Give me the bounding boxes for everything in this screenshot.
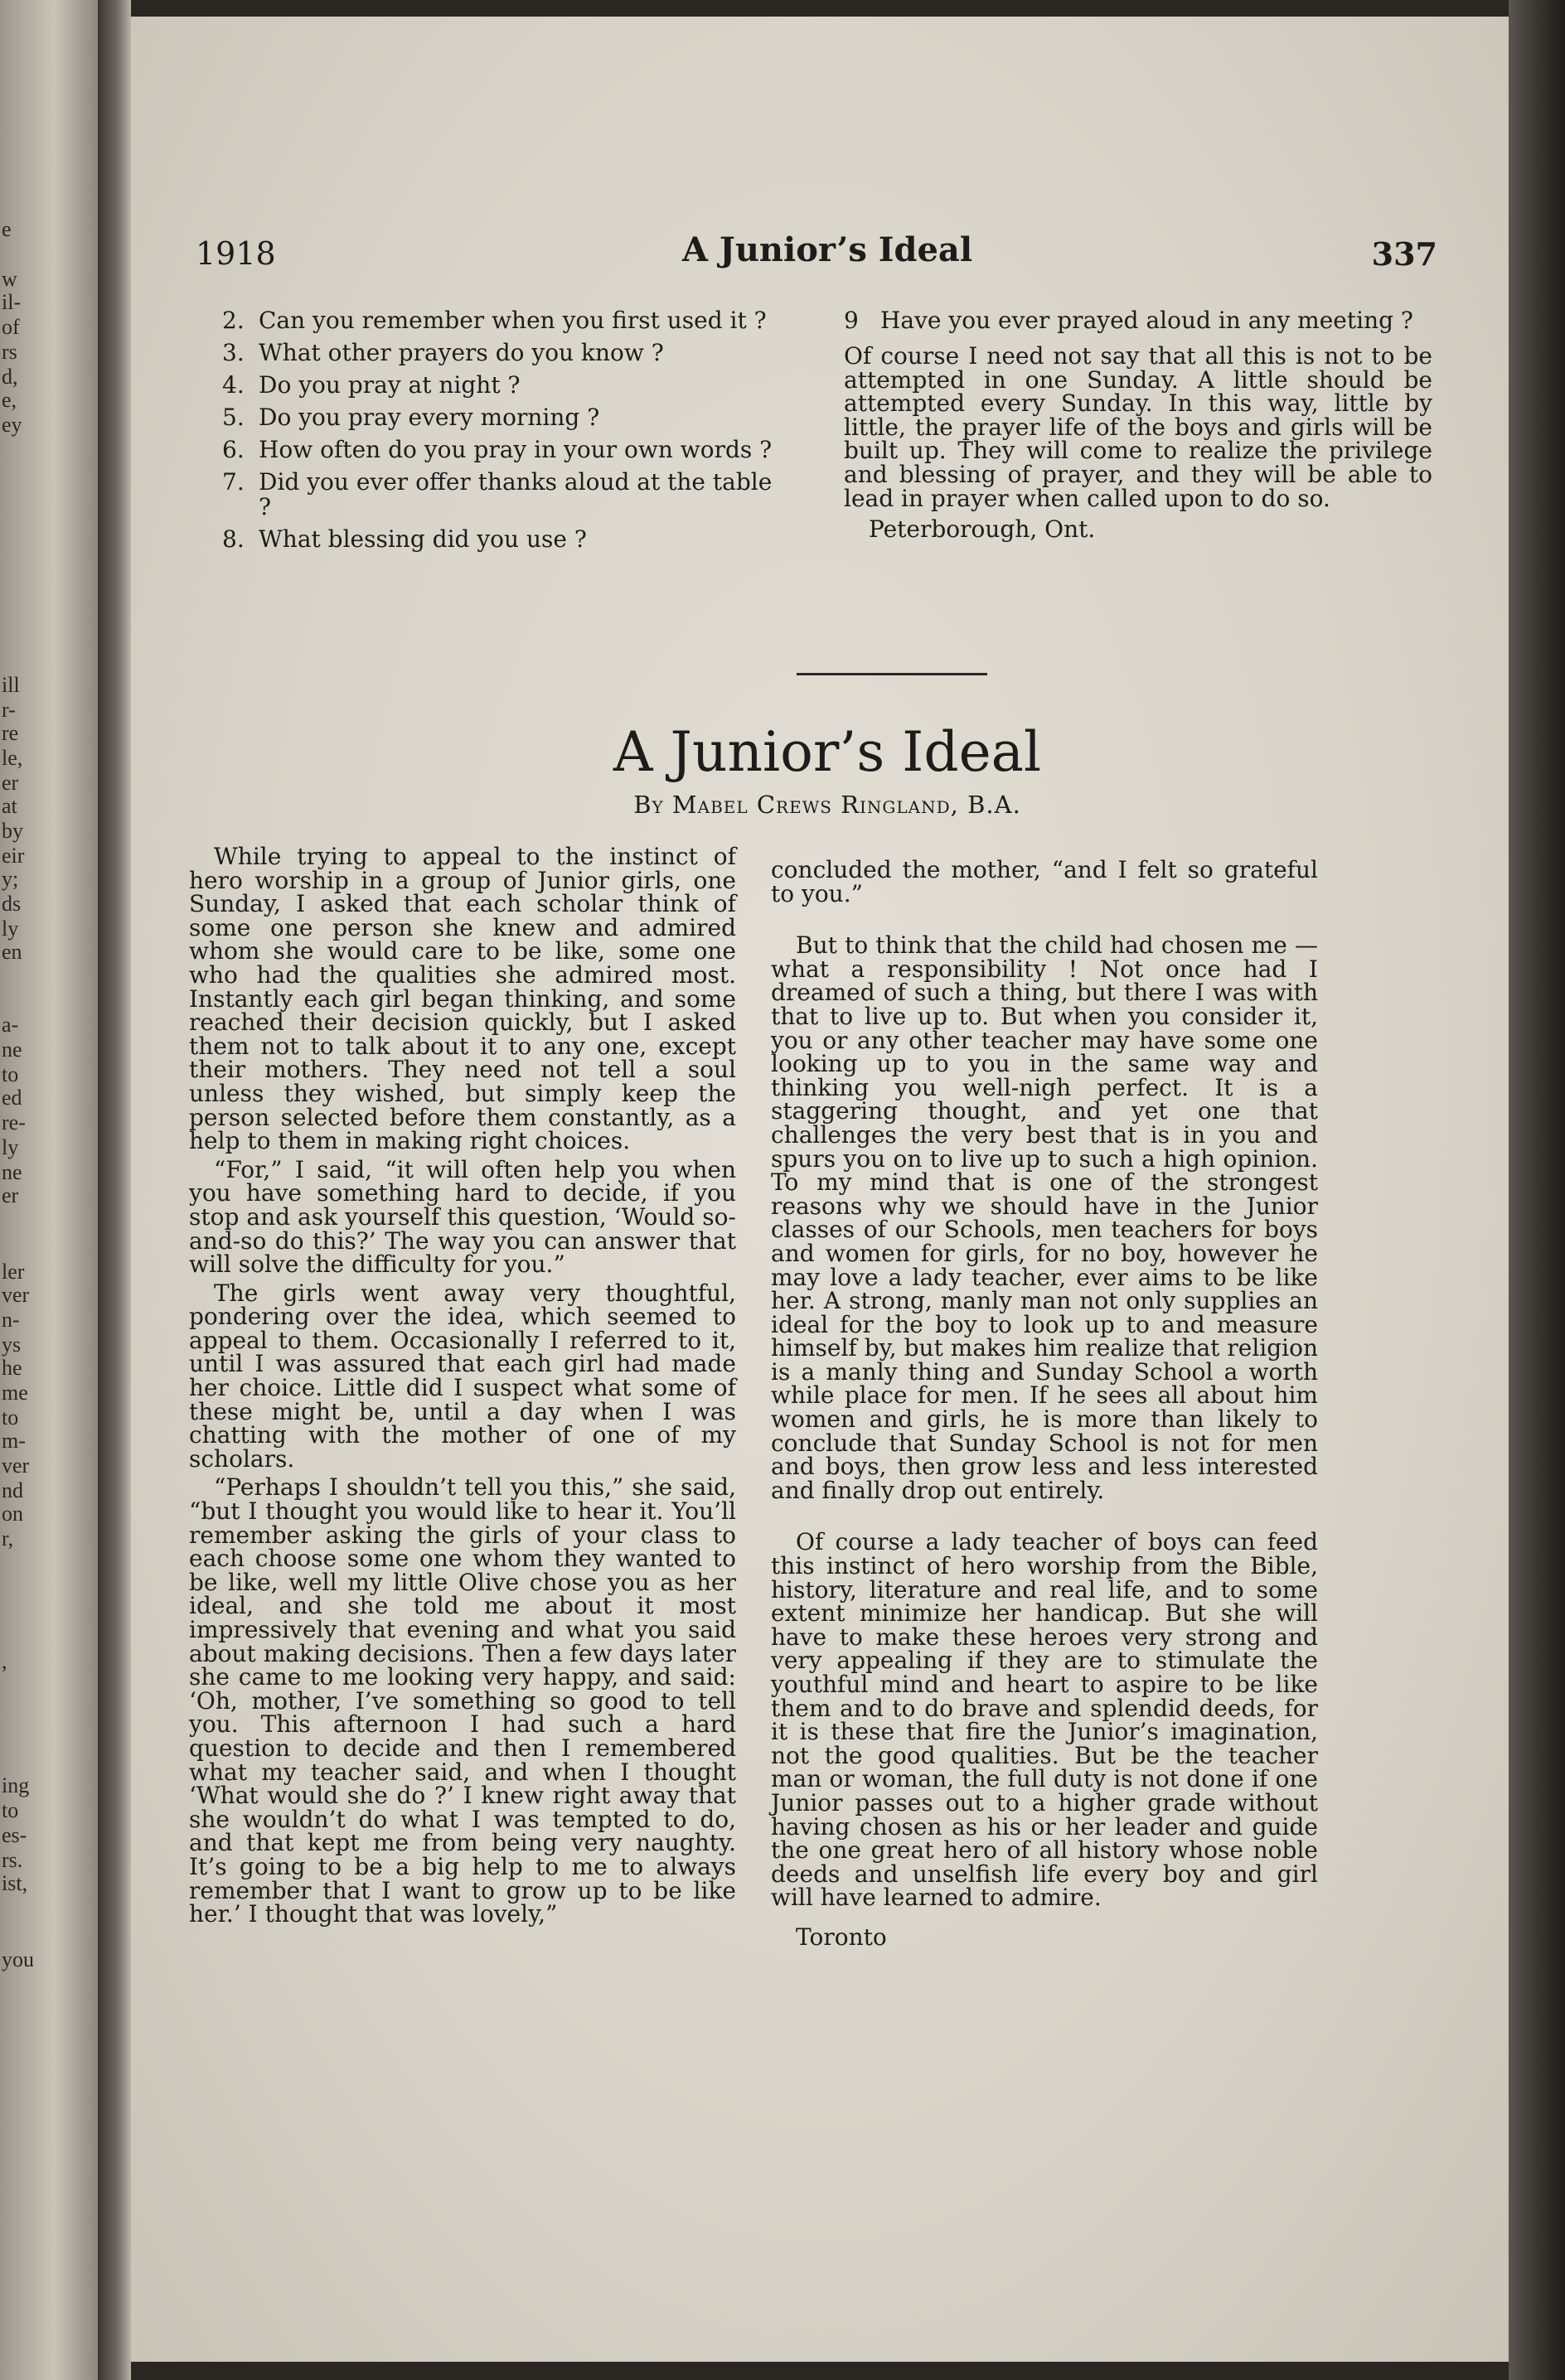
previous-page-fragment: a- [2,1013,19,1037]
section-divider [797,673,987,675]
question-item [222,341,786,365]
previous-page-fragment: ds [2,892,22,916]
question-text: What other prayers do you know ? [259,339,664,366]
previous-page-fragment: ver [2,1283,30,1307]
previous-page-fragment: ys [2,1333,22,1357]
previous-page-fragment: er [2,771,19,795]
article-signature: Toronto [796,1923,887,1951]
question-item [222,308,786,333]
previous-page-fragment: ed [2,1086,22,1110]
previous-page-fragment: er [2,1183,19,1207]
question-number: 6. [222,436,245,463]
article-paragraph: The girls went away very thoughtful, pondering over the idea, which seemed to appeal to them. Occasionally I referred to it, until I was assured that each girl had made her choice. Little did I suspect what some of these might be, until a day when I was chatting with the mother of one of my scholars. [189,1279,736,1473]
book-page [131,17,1509,2362]
question-text: Do you pray every morning ? [259,404,600,431]
previous-page-fragment: to [2,1405,19,1429]
previous-page-fragment: es- [2,1823,27,1847]
previous-page-fragment: y; [2,867,19,891]
previous-page-fragment: m- [2,1429,26,1453]
previous-page-edge [0,0,98,2380]
question-text: Did you ever offer thanks aloud at the table ? [259,468,773,520]
question-number: 7. [222,468,245,496]
running-head-year: 1918 [196,235,276,272]
previous-article-closing: Of course I need not say that all this is not to be attempted in one Sunday. A little should be attempted every Sunday. In this way, little by little, the prayer life of the boys and girls will be built up. They will come to realize the privilege and blessing of prayer, and they will be able to lead in prayer when called upon to do so. [844,342,1432,512]
article-paragraph: “For,” I said, “it will often help you when you have something hard to decide, if you stop and ask yourself this question, ‘Would so-and-so do this?’ The way you can answer that will solve the difficulty for you.” [189,1155,736,1279]
question-text: Can you remember when you first used it ? [259,307,767,334]
question-text: How often do you pray in your own words ? [259,436,773,463]
question-text: Do you pray at night ? [259,371,521,399]
page-number: 337 [1371,235,1437,273]
article-paragraph: Of course a lady teacher of boys can feed this instinct of hero worship from the Bible, history, literature and real life, and to some extent minimize her handicap. But she will have to make these heroes very strong and very appealing if they are to stimulate the youthful mind and heart to aspire to be like them and to do brave and splendid deeds, for it is these that fire the Junior’s imagination, not the good qualities. But be the teacher man or woman, the full duty is not done if one Junior passes out to a higher grade without having chosen as his or her leader and guide the one great hero of all history whose noble deeds and unselfish life every boy and girl will have learned to admire. [771,1528,1318,1912]
previous-page-fragment: by [2,819,23,843]
running-head [189,225,1466,275]
question-list [222,308,786,552]
previous-page-fragment: ver [2,1454,30,1478]
byline-text: By Mabel Crews Ringland, B.A. [633,791,1021,819]
question-number: 2. [222,307,245,334]
previous-page-fragment: , [2,1649,7,1673]
article-column-left [189,845,736,1927]
previous-page-fragment: r, [2,1526,14,1550]
previous-page-fragment: on [2,1502,23,1526]
previous-page-fragment: to [2,1798,19,1822]
article-paragraph: concluded the mother, “and I felt so grateful to you.” [771,856,1318,907]
article-byline [189,791,1466,819]
question-item [844,308,1432,333]
previous-page-fragment: ey [2,413,22,437]
book-gutter [98,0,131,2380]
previous-page-fragment: ly [2,1135,19,1159]
article-column-right [771,856,1318,1951]
previous-page-fragment: d, [2,365,18,389]
question-item [222,527,786,552]
question-list-continued [844,308,1432,333]
question-item [222,405,786,430]
previous-page-fragment: ist, [2,1871,28,1895]
previous-article-signature: Peterborough, Ont. [869,515,1096,544]
previous-page-fragment: il- [2,290,22,314]
previous-page-fragment: ne [2,1038,22,1062]
running-head-title: A Junior’s Ideal [681,230,973,269]
question-number: 5. [222,404,245,431]
previous-page-fragment: of [2,315,20,339]
previous-page-fragment: to [2,1062,19,1086]
previous-page-fragment: ly [2,917,19,941]
article-paragraph: “Perhaps I shouldn’t tell you this,” she said, “but I thought you would like to hear it. You’ll remember asking the girls of your class to each choose some one whom they wanted to be like, well my little Olive chose you as her ideal, and she told me about it most impressively that evening and what you said about making decisions. Then a few days later she came to me looking very happy, and said: ‘Oh, mother, I’ve something so good to tell you. This afternoon I had such a hard question to decide and then I remembered what my teacher said, and when I thought ‘What would she do ?’ I knew right away that she wouldn’t do what I was tempted to do, and that kept me from being very naughty. It’s going to be a big help to me to always remember that I want to grow up to be like her.’ I thought that was lovely,” [189,1473,736,1928]
previous-article-questions-left [222,308,786,559]
question-item [222,373,786,398]
article-paragraph: But to think that the child had chosen me —what a responsibility ! Not once had I dreamed of such a thing, but there I was with that to live up to. But when you consider it, you or any other teacher may have some one looking up to you in the same way and thinking you well-nigh perfect. It is a staggering thought, and yet one that challenges the very best that is in you and spurs you on to live up to such a high opinion. To my mind that is one of the strongest reasons why we should have in the Junior classes of our Schools, men teachers for boys and women for girls, for no boy, however he may love a lady teacher, ever aims to be like her. A strong, manly man not only supplies an ideal for the boy to look up to and measure himself by, but makes him realize that religion is a manly thing and Sunday School a worth while place for men. If he sees all about him women and girls, he is more than likely to conclude that Sunday School is not for men and boys, then grow less and less interested and finally drop out entirely. [771,931,1318,1504]
previous-page-fragment: ing [2,1773,30,1797]
previous-page-fragment: ler [2,1260,25,1284]
previous-page-fragment: w [2,267,17,291]
previous-page-fragment: re- [2,1110,26,1134]
previous-page-fragment: rs [2,340,17,364]
question-number: 3. [222,339,245,366]
previous-page-fragment: e, [2,388,17,412]
question-item [222,470,786,520]
previous-page-fragment: eir [2,844,25,868]
previous-page-fragment: at [2,794,17,818]
previous-page-fragment: nd [2,1478,23,1502]
previous-page-fragment: ne [2,1160,22,1184]
previous-page-fragment: re [2,721,19,745]
previous-article-right [844,308,1432,542]
previous-page-fragment: en [2,940,22,964]
question-text: What blessing did you use ? [259,525,587,553]
question-number: 8. [222,525,245,553]
previous-page-fragment: n- [2,1308,20,1332]
previous-page-fragment: le, [2,746,23,770]
question-number: 4. [222,371,245,399]
page-edge-right [1509,0,1565,2380]
previous-page-fragment: ill [2,673,20,697]
question-number: 9 [844,307,859,334]
article-title: A Junior’s Ideal [613,720,1042,784]
previous-page-fragment: you [2,1947,34,1971]
previous-page-fragment: rs. [2,1848,23,1872]
previous-page-fragment: me [2,1381,28,1405]
previous-page-fragment: r- [2,698,16,722]
question-text: Have you ever prayed aloud in any meeting ? [880,307,1413,334]
question-item [222,438,786,462]
previous-page-fragment: he [2,1356,22,1380]
previous-page-fragment: e [2,217,12,241]
article-paragraph: While trying to appeal to the instinct of hero worship in a group of Junior girls, one Sunday, I asked that each scholar think of some one person she knew and admired whom she would care to be like, some one who had the qualities she admired most. Instantly each girl began thinking, and some reached their decision quickly, but I asked them not to talk about it to any one, except their mothers. They need not tell a soul unless they wished, but simply keep the person selected before them constantly, as a help to them in making right choices. [189,843,736,1155]
